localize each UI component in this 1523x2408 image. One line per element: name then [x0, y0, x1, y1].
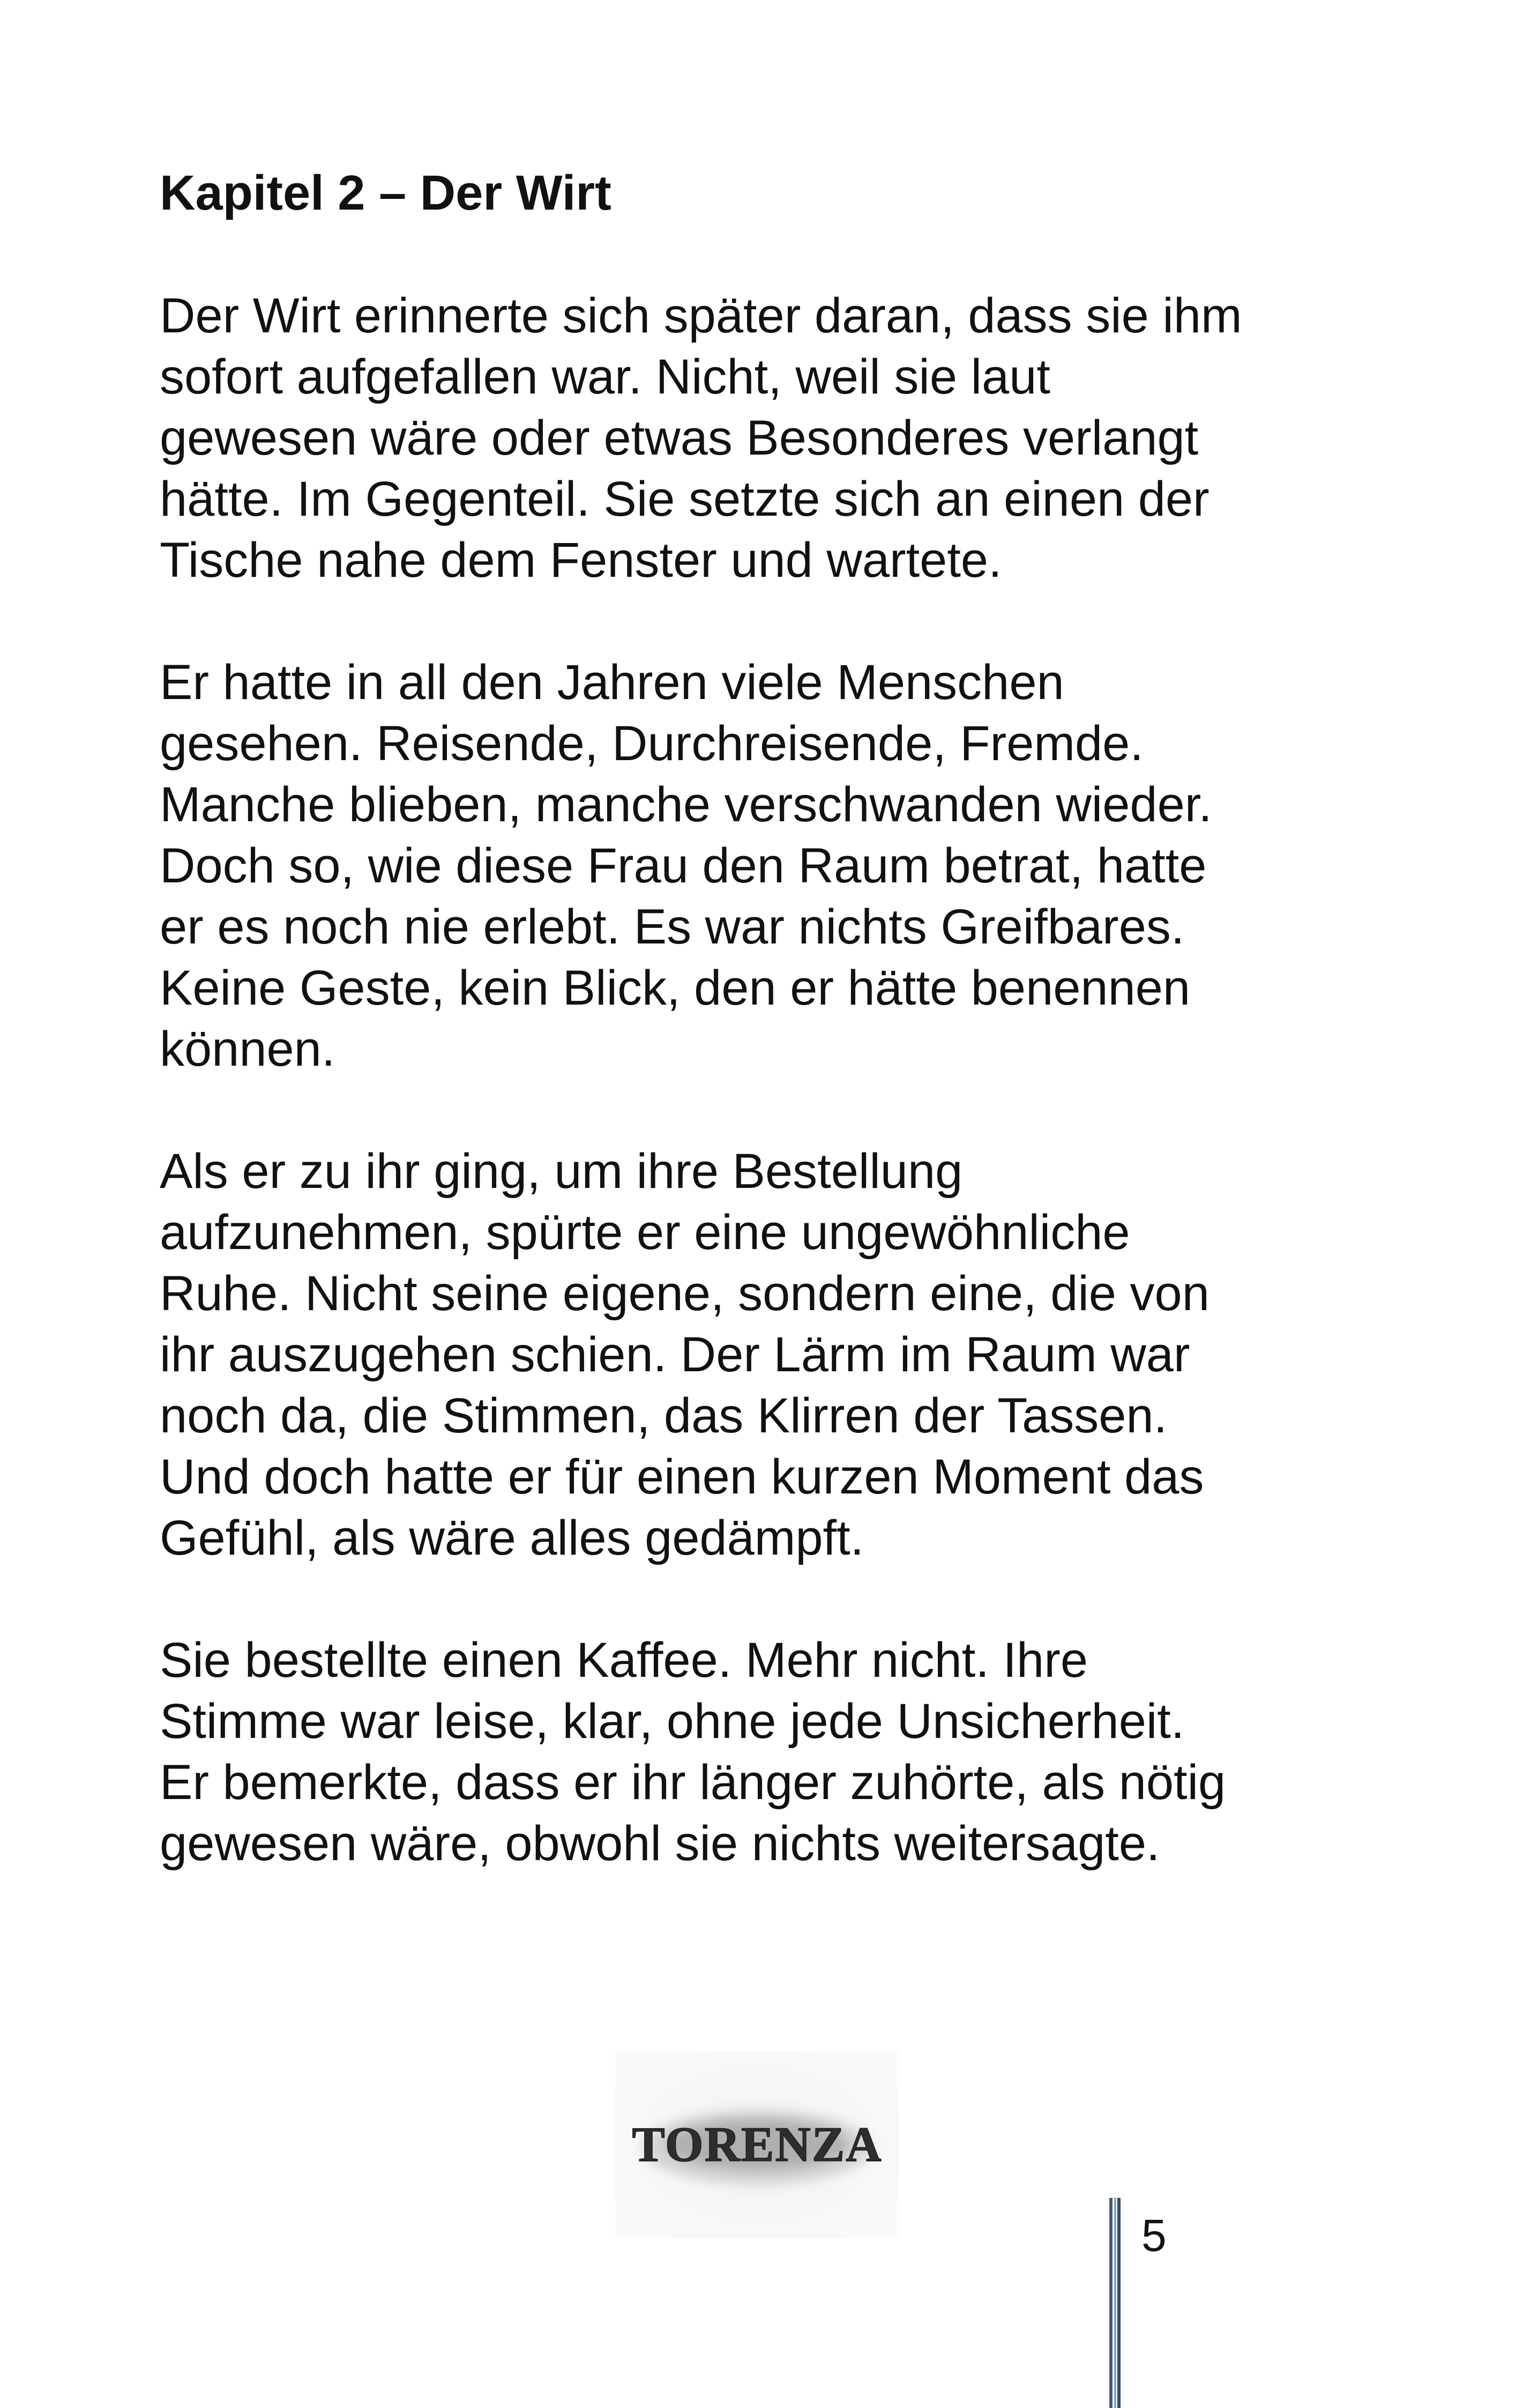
page-marker [1109, 2198, 1121, 2408]
paragraph-2 [160, 652, 1392, 1080]
paragraph-1 [160, 285, 1392, 591]
text-line: Keine Geste, kein Blick, den er hätte benennen [160, 961, 1191, 1015]
text-line: Der Wirt erinnerte sich später daran, dass sie ihm [160, 288, 1242, 343]
text-line: noch da, die Stimmen, das Klirren der Tassen. [160, 1388, 1168, 1443]
text-line: Ruhe. Nicht seine eigene, sondern eine, die von [160, 1266, 1210, 1321]
marker-bar [1117, 2198, 1121, 2408]
text-line: Sie bestellte einen Kaffee. Mehr nicht. Ihre [160, 1633, 1088, 1688]
text-line: gewesen wäre oder etwas Besonderes verlangt [160, 411, 1199, 465]
text-line: Gefühl, als wäre alles gedämpft. [160, 1511, 864, 1565]
text-line: können. [160, 1022, 335, 1076]
text-line: gesehen. Reisende, Durchreisende, Fremde. [160, 716, 1144, 771]
chapter-title: Kapitel 2 – Der Wirt [160, 166, 611, 220]
marker-bar [1114, 2198, 1116, 2408]
text-line: ihr auszugehen schien. Der Lärm im Raum war [160, 1327, 1190, 1382]
text-line: aufzunehmen, spürte er eine ungewöhnliche [160, 1205, 1130, 1260]
text-line: Stimme war leise, klar, ohne jede Unsicherheit. [160, 1694, 1185, 1749]
torenza-logo-icon [615, 2051, 899, 2239]
paragraph-3 [160, 1141, 1392, 1569]
text-line: hätte. Im Gegenteil. Sie setzte sich an einen der [160, 472, 1210, 526]
torenza-logo [615, 2051, 899, 2239]
text-line: sofort aufgefallen war. Nicht, weil sie laut [160, 350, 1050, 404]
page-number: 5 [1141, 2210, 1167, 2261]
text-line: Er hatte in all den Jahren viele Menschen [160, 655, 1064, 710]
text-line: Tische nahe dem Fenster und wartete. [160, 533, 1002, 588]
paragraph-4 [160, 1630, 1392, 1874]
text-line: Als er zu ihr ging, um ihre Bestellung [160, 1144, 963, 1199]
marker-bar [1109, 2198, 1113, 2408]
text-line: Und doch hatte er für einen kurzen Moment das [160, 1450, 1204, 1504]
text-line: Er bemerkte, dass er ihr länger zuhörte, als nötig [160, 1755, 1226, 1810]
logo-text: TORENZA [632, 2117, 883, 2172]
text-line: Manche blieben, manche verschwanden wieder. [160, 777, 1212, 832]
text-line: gewesen wäre, obwohl sie nichts weitersagte. [160, 1816, 1160, 1871]
page-content [160, 161, 1392, 1935]
text-line: Doch so, wie diese Frau den Raum betrat, hatte [160, 838, 1207, 893]
text-line: er es noch nie erlebt. Es war nichts Greifbares. [160, 900, 1185, 954]
